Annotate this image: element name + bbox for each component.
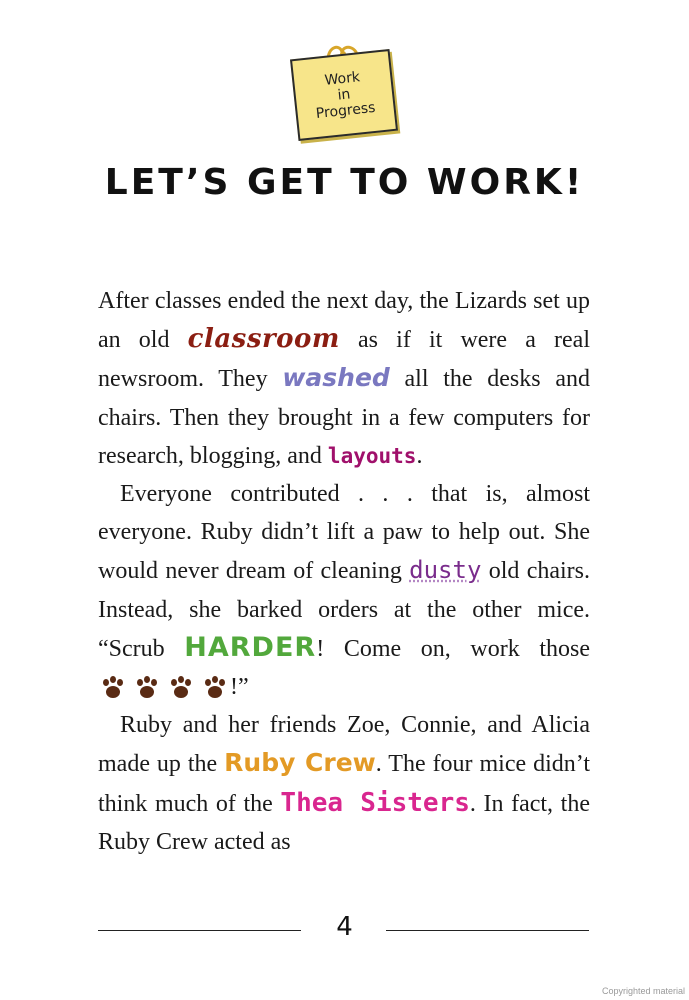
text-run: . bbox=[416, 442, 423, 469]
text-run: all the desks and chairs. Then they brought in a few computers for research, blogging, and bbox=[98, 366, 590, 469]
text-run: Ruby and her friends Zoe, Connie, and Alicia made up the bbox=[98, 712, 590, 778]
word-washed: washed bbox=[282, 363, 390, 393]
paw-letter: P bbox=[128, 698, 135, 709]
paw-letter: W bbox=[196, 698, 206, 709]
body-text bbox=[98, 282, 590, 861]
paws-word bbox=[98, 676, 237, 709]
paragraph-1 bbox=[98, 282, 590, 475]
text-run: . In fact, the Ruby Crew acted as bbox=[98, 790, 590, 855]
text-run: as if it were a real newsroom. They bbox=[98, 327, 590, 393]
word-classroom: classroom bbox=[187, 324, 340, 355]
sticky-note-card bbox=[290, 49, 398, 141]
text-run: old chairs. Instead, she barked orders at the other mice. “Scrub bbox=[98, 558, 590, 662]
page-number: 4 bbox=[336, 912, 353, 942]
work-in-progress-sticky-note bbox=[290, 40, 395, 135]
text-run: ! Come on, work those bbox=[316, 635, 590, 662]
text-run: . The four mice didn’t think much of the bbox=[98, 751, 590, 817]
text-run: !” bbox=[230, 674, 249, 701]
sticky-note-line-3: Progress bbox=[315, 99, 377, 122]
word-ruby-crew: Ruby Crew bbox=[224, 748, 376, 778]
footer-rule-right bbox=[386, 930, 589, 931]
paw-letter: S bbox=[230, 698, 237, 709]
paragraph-3 bbox=[98, 706, 590, 861]
paw-print-icon bbox=[132, 676, 169, 709]
chapter-title: LET’S GET TO WORK! bbox=[104, 162, 585, 203]
paw-print-icon bbox=[98, 676, 135, 709]
word-dusty: dusty bbox=[409, 556, 482, 585]
paw-print-icon bbox=[166, 676, 206, 709]
paw-print-icon bbox=[200, 676, 237, 709]
word-layouts: layouts bbox=[327, 443, 417, 468]
text-run: After classes ended the next day, the Lizards set up an old bbox=[98, 288, 590, 354]
paw-letter: A bbox=[162, 698, 169, 709]
word-thea-sisters: Thea Sisters bbox=[280, 787, 470, 818]
paragraph-2 bbox=[98, 475, 590, 709]
word-harder: HARDER bbox=[184, 631, 317, 663]
sticky-note-line-2: in bbox=[336, 86, 352, 104]
copyright-notice: Copyrighted material bbox=[601, 986, 685, 996]
text-run: Everyone contributed . . . that is, almost everyone. Ruby didn’t lift a paw to help out. She would never dream of cleaning bbox=[98, 481, 590, 585]
sticky-note-line-1: Work bbox=[323, 69, 361, 89]
